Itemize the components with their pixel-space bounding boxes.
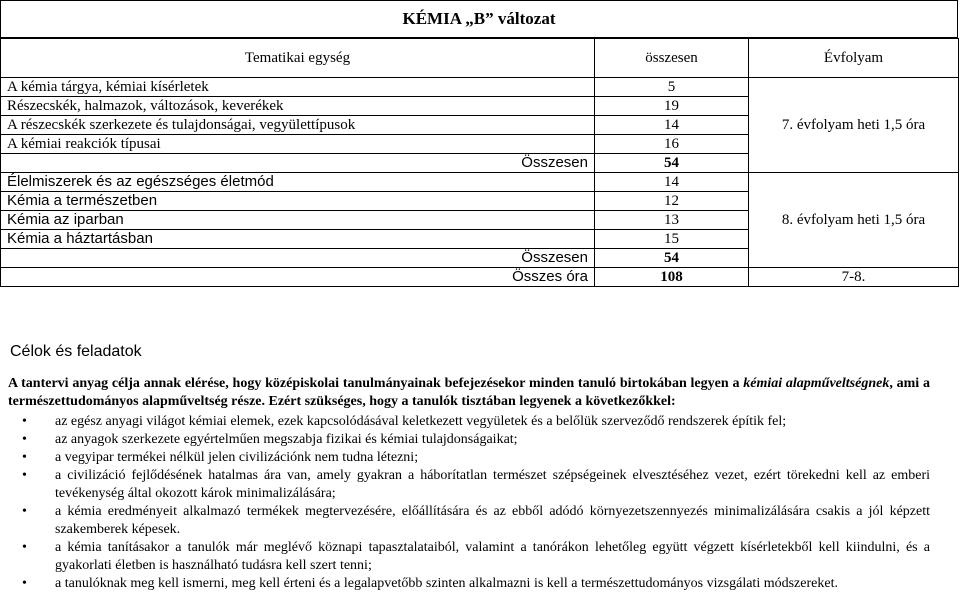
topic-cell: A részecskék szerkezete és tulajdonságai, vegyülettípusok <box>1 116 595 135</box>
topic-cell: Kémia a háztartásban <box>1 230 595 249</box>
bullet-icon: • <box>22 468 27 483</box>
intro-paragraph <box>8 375 930 411</box>
hours-cell: 14 <box>595 116 749 135</box>
table-header-row <box>1 39 959 78</box>
hours-cell: 16 <box>595 135 749 154</box>
list-item-text: az anyagok szerkezete egyértelműen megszabja fizikai és kémiai tulajdonságaikat; <box>55 432 518 447</box>
list-item-text: a kémia eredményeit alkalmazó termékek megtervezésére, előállítására és az ebből adódó környezetszennyezés minimalizálására csakis a jól képzett szakemberek képesek. <box>55 504 930 537</box>
list-item-text: a tanulóknak meg kell ismerni, meg kell érteni és a legalapvetőbb szinten alkalmazni is kell a természettudományos vizsgálati módszereket. <box>55 576 838 591</box>
hours-cell: 19 <box>595 97 749 116</box>
list-item <box>0 503 930 539</box>
bullet-icon: • <box>22 576 27 591</box>
subtotal-label: Összesen <box>1 249 595 268</box>
topic-cell: Kémia a természetben <box>1 192 595 211</box>
section-heading: Célok és feladatok <box>10 343 142 360</box>
table-row <box>1 78 959 97</box>
year-cell-7: 7. évfolyam heti 1,5 óra <box>749 78 959 173</box>
hours-cell: 14 <box>595 173 749 192</box>
topic-cell: Élelmiszerek és az egészséges életmód <box>1 173 595 192</box>
bullet-icon: • <box>22 432 27 447</box>
topic-cell: A kémia tárgya, kémiai kísérletek <box>1 78 595 97</box>
bullet-icon: • <box>22 504 27 519</box>
header-year: Évfolyam <box>749 39 959 78</box>
list-item-text: az egész anyagi világot kémiai elemek, ezek kapcsolódásával keletkezett vegyületek és a belőlük szerveződő rendszerek építik fel; <box>55 414 787 429</box>
list-item <box>0 449 930 467</box>
grand-total-label: Összes óra <box>1 268 595 287</box>
intro-text-2: , ami a természettudományos alapműveltség része. Ezért szükséges, hogy a tanulók tisztában legyenek a következőkkel: <box>8 376 930 409</box>
bullet-icon: • <box>22 414 27 429</box>
subtotal-label: Összesen <box>1 154 595 173</box>
curriculum-table <box>0 38 959 287</box>
list-item-text: a civilizáció fejlődésének hatalmas ára van, amely gyakran a háborítatlan természet szépségeinek elvesztéséhez vezet, ezért törekedni kell az emberi tevékenység által okozott károk minimalizálására; <box>55 468 930 501</box>
hours-cell: 15 <box>595 230 749 249</box>
list-item <box>0 575 930 593</box>
list-item-text: a kémia tanításakor a tanulók már meglévő köznapi tapasztalataiból, valamint a tanórákon lehetőleg együtt végzett kísérletekből kell kiindulni, és a gyakorlati életben is használható tudásra kell szert tenni; <box>55 540 930 573</box>
year-cell-8: 8. évfolyam heti 1,5 óra <box>749 173 959 268</box>
subtotal-value: 54 <box>595 154 749 173</box>
topic-cell: Kémia az iparban <box>1 211 595 230</box>
bullet-icon: • <box>22 450 27 465</box>
list-item <box>0 539 930 575</box>
list-item <box>0 413 930 431</box>
list-item <box>0 431 930 449</box>
subtotal-value: 54 <box>595 249 749 268</box>
topic-cell: A kémiai reakciók típusai <box>1 135 595 154</box>
goals-list <box>0 413 930 593</box>
grand-total-year: 7-8. <box>749 268 959 287</box>
header-topic: Tematikai egység <box>1 39 595 78</box>
topic-cell: Részecskék, halmazok, változások, keverékek <box>1 97 595 116</box>
list-item-text: a vegyipar termékei nélkül jelen civilizációnk nem tudna létezni; <box>55 450 419 465</box>
page-title: KÉMIA „B” változat <box>0 0 958 38</box>
header-total: összesen <box>595 39 749 78</box>
hours-cell: 5 <box>595 78 749 97</box>
hours-cell: 13 <box>595 211 749 230</box>
table-row <box>1 173 959 192</box>
list-item <box>0 467 930 503</box>
grand-total-value: 108 <box>595 268 749 287</box>
intro-emphasis: kémiai alapműveltségnek <box>743 376 890 391</box>
intro-text-1: A tantervi anyag célja annak elérése, hogy középiskolai tanulmányainak befejezésekor minden tanuló birtokában legyen a <box>8 376 744 391</box>
hours-cell: 12 <box>595 192 749 211</box>
bullet-icon: • <box>22 540 27 555</box>
grand-total-row <box>1 268 959 287</box>
